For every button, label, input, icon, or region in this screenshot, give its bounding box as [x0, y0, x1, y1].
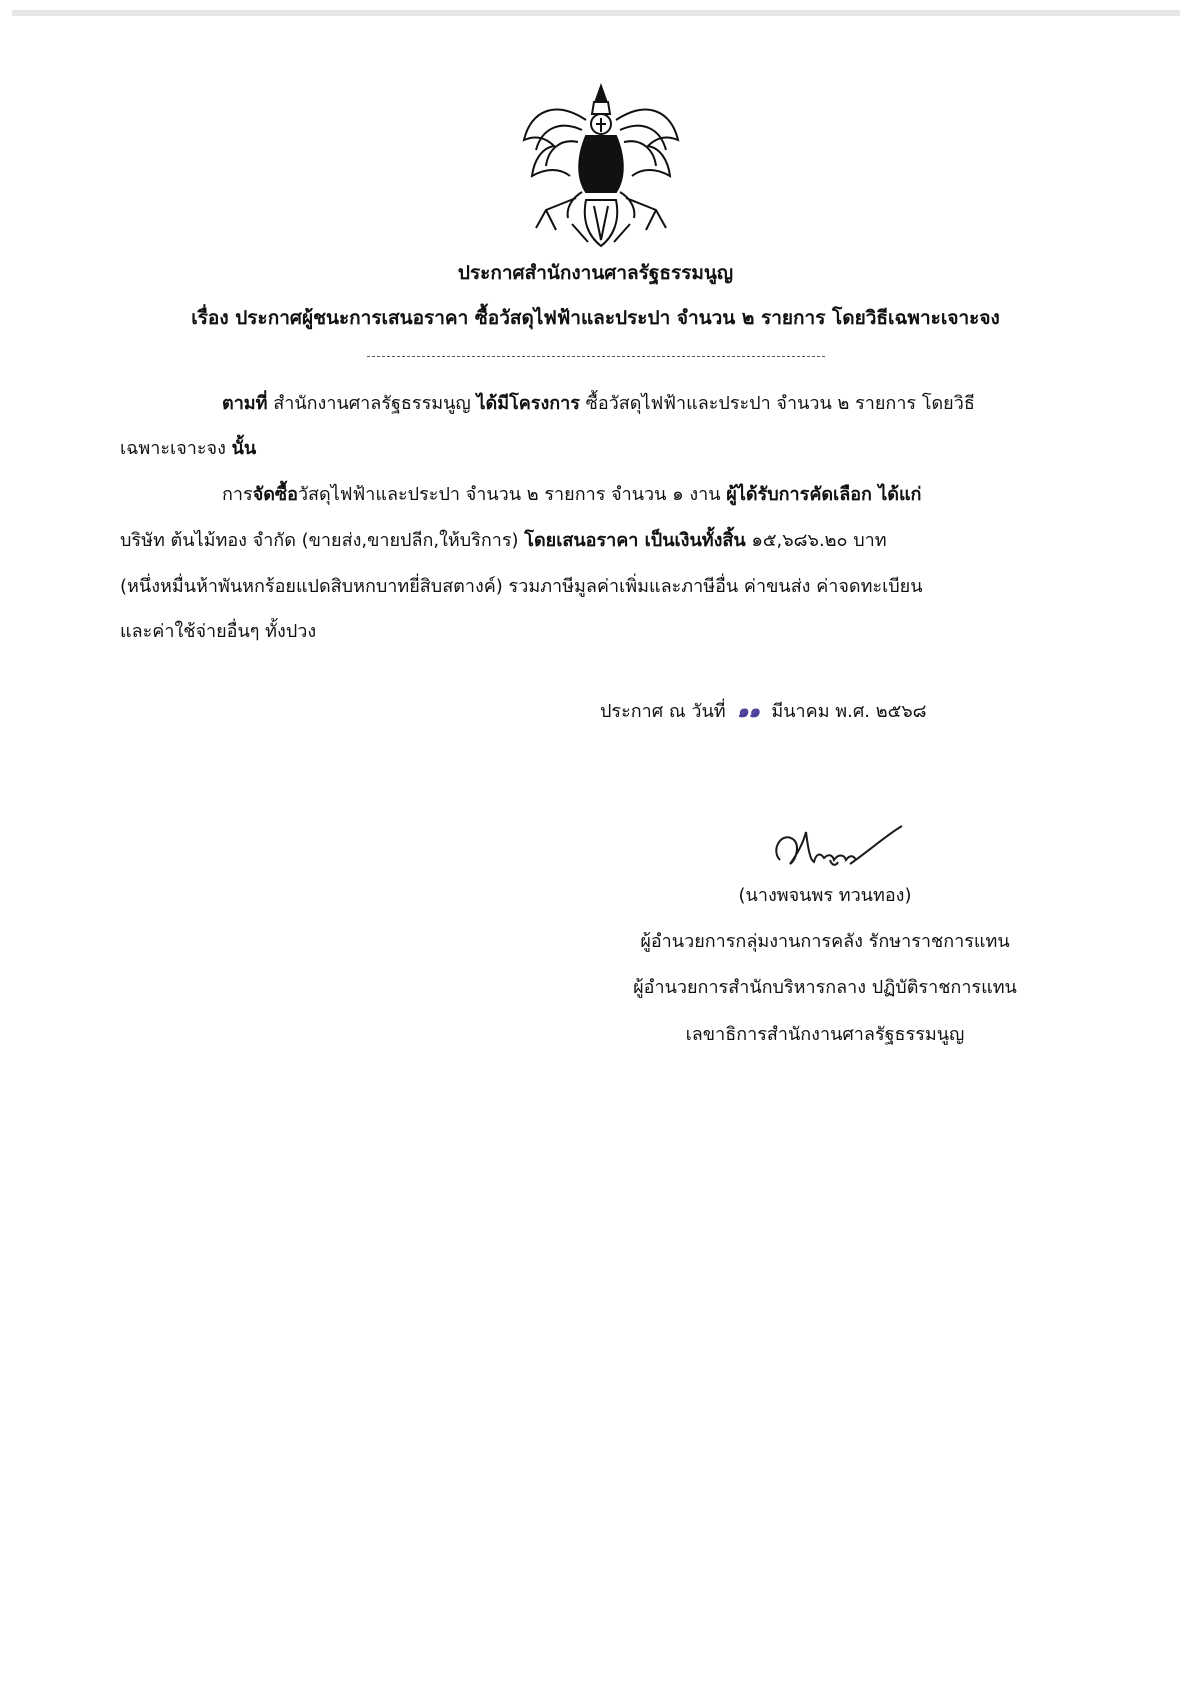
document-subject: เรื่อง ประกาศผู้ชนะการเสนอราคา ซื้อวัสดุไฟฟ้าและประปา จำนวน ๒ รายการ โดยวิธีเฉพาะเจาะจง — [191, 307, 1000, 329]
signatory-position-2: ผู้อำนวยการสำนักบริหารกลาง ปฏิบัติราชการแทน — [633, 977, 1017, 998]
announcement-date — [600, 700, 927, 724]
p2-bold1: ผู้ได้รับการคัดเลือก ได้แก่ — [726, 484, 922, 505]
paragraph-2-line-1 — [222, 483, 921, 507]
signatory-position-3: เลขาธิการสำนักงานศาลรัฐธรรมนูญ — [685, 1024, 965, 1045]
p2-text1: วัสดุไฟฟ้าและประปา จำนวน ๒ รายการ จำนวน ๑ งาน — [297, 484, 727, 505]
document-title: ประกาศสำนักงานศาลรัฐธรรมนูญ — [457, 262, 734, 284]
p2-line2a: บริษัท ต้นไม้ทอง จำกัด (ขายส่ง,ขายปลีก,ให้บริการ) — [120, 530, 525, 551]
p1-lead: ตามที่ — [222, 393, 268, 414]
paragraph-2-line-3: (หนึ่งหมื่นห้าพันหกร้อยแปดสิบหกบาทยี่สิบสตางค์) รวมภาษีมูลค่าเพิ่มและภาษีอื่น ค่าขนส่ง ค่าจดทะเบียน — [120, 576, 923, 597]
p1-text1: สำนักงานศาลรัฐธรรมนูญ — [267, 393, 477, 414]
paragraph-2-line-2 — [120, 529, 887, 553]
handwritten-signature-icon — [770, 820, 910, 876]
paragraph-2-line-4: และค่าใช้จ่ายอื่นๆ ทั้งปวง — [120, 621, 317, 642]
p1-line2a: เฉพาะเจาะจง — [120, 438, 232, 459]
p1-text2: ซื้อวัสดุไฟฟ้าและประปา จำนวน ๒ รายการ โดยวิธี — [579, 393, 975, 414]
p2-line2c: ๑๕,๖๘๖.๒๐ บาท — [745, 530, 887, 551]
date-day: ๑๑ — [737, 701, 760, 722]
date-month-year: มีนาคม พ.ศ. ๒๕๖๘ — [771, 701, 927, 722]
date-prefix: ประกาศ ณ วันที่ — [600, 701, 726, 722]
p2-lead-b: จัดซื้อ — [252, 484, 298, 505]
garuda-emblem-icon — [516, 80, 686, 252]
p1-line2b: นั้น — [231, 438, 257, 459]
paragraph-1-line-2 — [120, 437, 256, 461]
signatory-position-1: ผู้อำนวยการกลุ่มงานการคลัง รักษาราชการแทน — [640, 931, 1010, 952]
paragraph-1-line-1 — [222, 392, 975, 416]
p2-lead-a: การ — [222, 484, 253, 505]
p1-bold1: ได้มีโครงการ — [476, 393, 580, 414]
p2-line2b: โดยเสนอราคา เป็นเงินทั้งสิ้น — [524, 530, 746, 551]
scan-top-edge — [12, 10, 1180, 16]
dashed-separator — [367, 356, 825, 357]
signatory-name: (นางพจนพร ทวนทอง) — [738, 885, 912, 906]
